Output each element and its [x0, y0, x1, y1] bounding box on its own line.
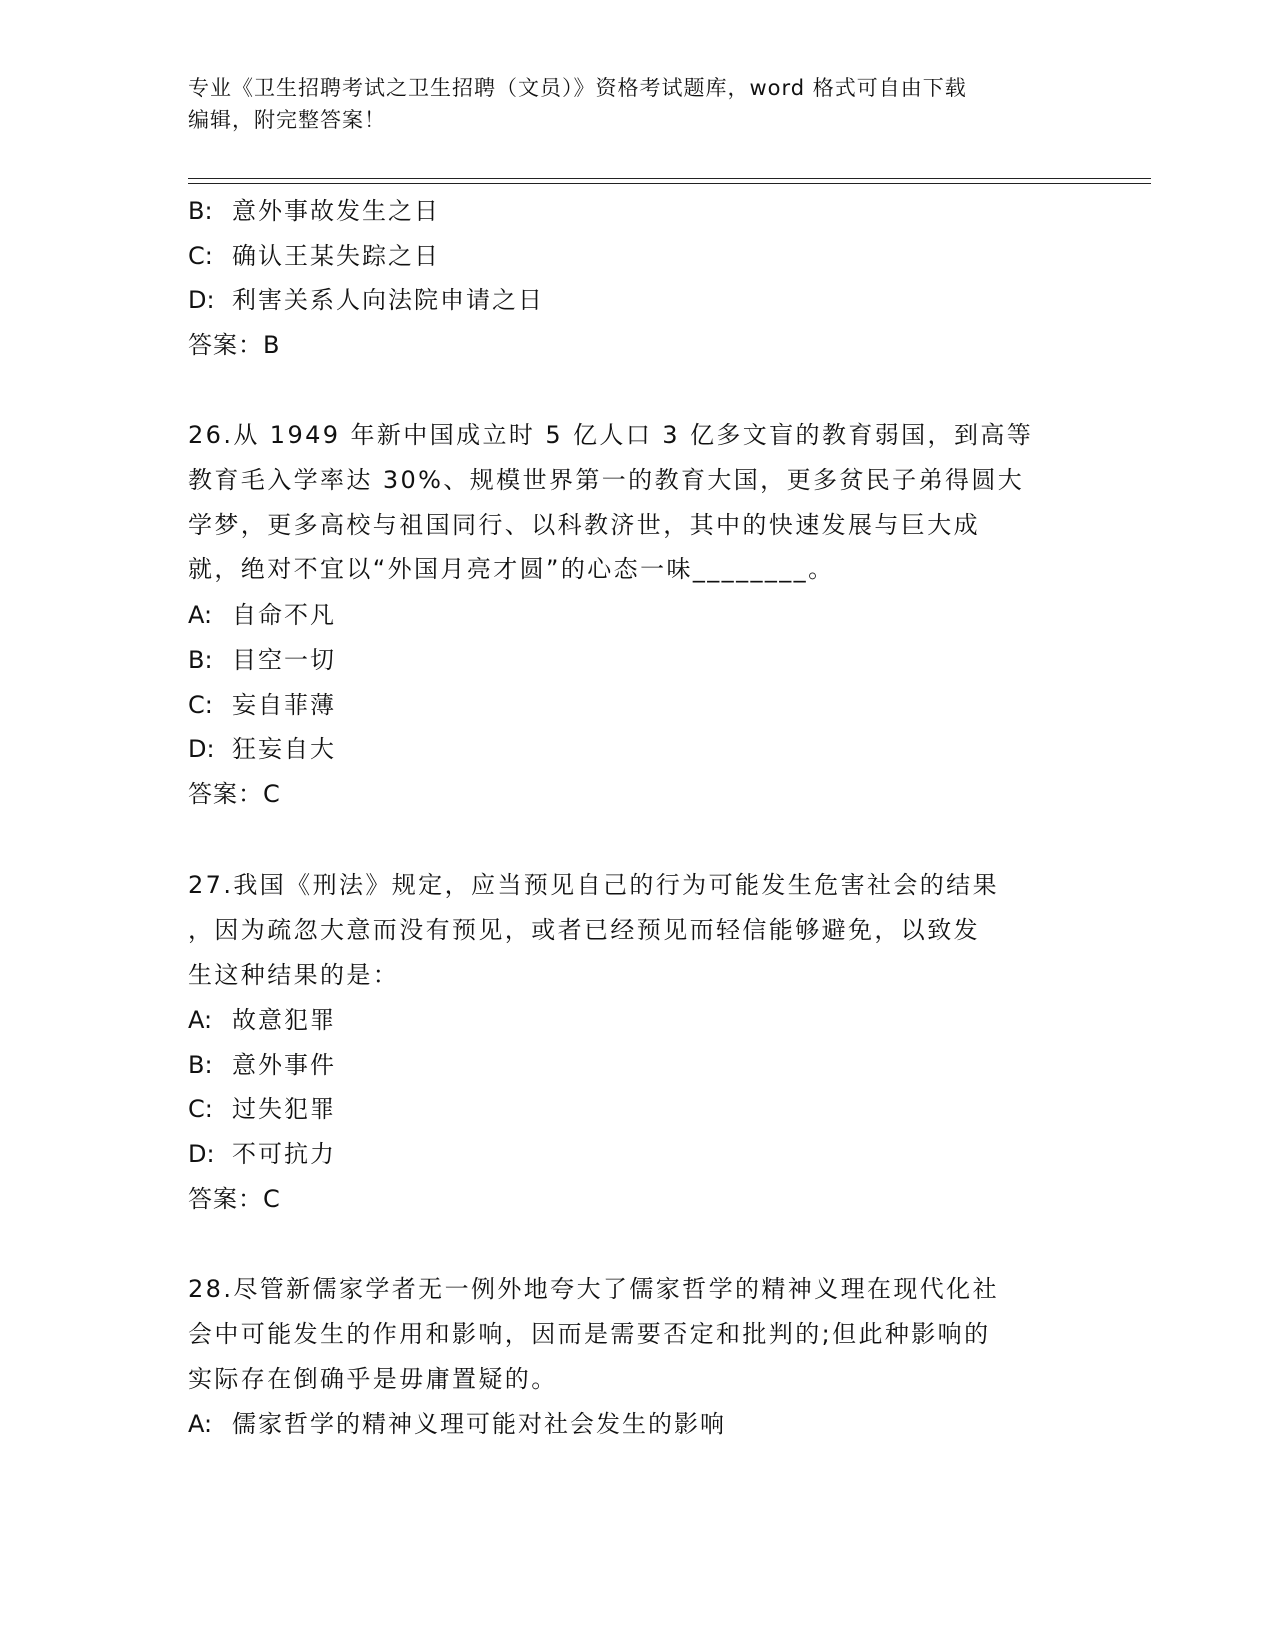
- option-text: 意外事故发生之日: [232, 197, 440, 225]
- option-text: 故意犯罪: [232, 1006, 336, 1034]
- option-text: 过失犯罪: [232, 1095, 336, 1123]
- option-letter: D:: [188, 735, 215, 763]
- q26-option-b: [188, 645, 336, 675]
- option-text: 利害关系人向法院申请之日: [232, 286, 544, 314]
- q25-option-d: [188, 285, 544, 315]
- q27-option-c: [188, 1094, 336, 1124]
- option-letter: C:: [188, 242, 213, 270]
- q26-option-a: [188, 600, 336, 630]
- option-text: 目空一切: [232, 646, 336, 674]
- q26-stem-line-3: 学梦，更多高校与祖国同行、以科教济世，其中的快速发展与巨大成: [188, 511, 980, 539]
- q28-option-a: [188, 1409, 726, 1439]
- q27-answer: 答案：C: [188, 1185, 281, 1213]
- option-text: 妄自菲薄: [232, 691, 336, 719]
- option-letter: B:: [188, 646, 213, 674]
- option-letter: A:: [188, 1410, 213, 1438]
- q28-stem-line-2: 会中可能发生的作用和影响，因而是需要否定和批判的;但此种影响的: [188, 1320, 991, 1348]
- option-text: 意外事件: [232, 1051, 336, 1079]
- q27-stem-line-1: 27.我国《刑法》规定，应当预见自己的行为可能发生危害社会的结果: [188, 871, 999, 899]
- option-letter: D:: [188, 1140, 215, 1168]
- option-letter: B:: [188, 1051, 213, 1079]
- header-divider-top: [188, 178, 1151, 179]
- option-letter: C:: [188, 1095, 213, 1123]
- q26-option-c: [188, 690, 336, 720]
- q25-answer: 答案：B: [188, 331, 281, 359]
- option-letter: B:: [188, 197, 213, 225]
- q26-stem-line-2: 教育毛入学率达 30%、规模世界第一的教育大国，更多贫民子弟得圆大: [188, 466, 1025, 494]
- q26-option-d: [188, 734, 336, 764]
- header-line-2: 编辑，附完整答案！: [188, 108, 386, 132]
- page-header: [188, 72, 1088, 136]
- q27-option-b: [188, 1050, 336, 1080]
- q27-option-a: [188, 1005, 336, 1035]
- option-text: 自命不凡: [232, 601, 336, 629]
- q28-stem-line-3: 实际存在倒确乎是毋庸置疑的。: [188, 1365, 558, 1393]
- option-text: 确认王某失踪之日: [232, 242, 440, 270]
- q26-stem-line-4: 就，绝对不宜以“外国月亮才圆”的心态一味________。: [188, 555, 835, 583]
- option-text: 儒家哲学的精神义理可能对社会发生的影响: [232, 1410, 726, 1438]
- q26-answer: 答案：C: [188, 780, 281, 808]
- option-letter: D:: [188, 286, 215, 314]
- option-text: 不可抗力: [232, 1140, 336, 1168]
- option-letter: A:: [188, 1006, 213, 1034]
- q27-stem-line-2: ，因为疏忽大意而没有预见，或者已经预见而轻信能够避免，以致发: [188, 916, 980, 944]
- q27-stem-line-3: 生这种结果的是：: [188, 961, 400, 989]
- header-line-1: 专业《卫生招聘考试之卫生招聘（文员）》资格考试题库，word 格式可自由下载: [188, 76, 967, 100]
- q27-option-d: [188, 1139, 336, 1169]
- q25-option-c: [188, 241, 440, 271]
- q26-stem-line-1: 26.从 1949 年新中国成立时 5 亿人口 3 亿多文盲的教育弱国，到高等: [188, 421, 1034, 449]
- option-letter: A:: [188, 601, 213, 629]
- q25-option-b: [188, 196, 440, 226]
- option-letter: C:: [188, 691, 213, 719]
- option-text: 狂妄自大: [232, 735, 336, 763]
- header-divider-bottom: [188, 183, 1151, 184]
- q28-stem-line-1: 28.尽管新儒家学者无一例外地夸大了儒家哲学的精神义理在现代化社: [188, 1275, 999, 1303]
